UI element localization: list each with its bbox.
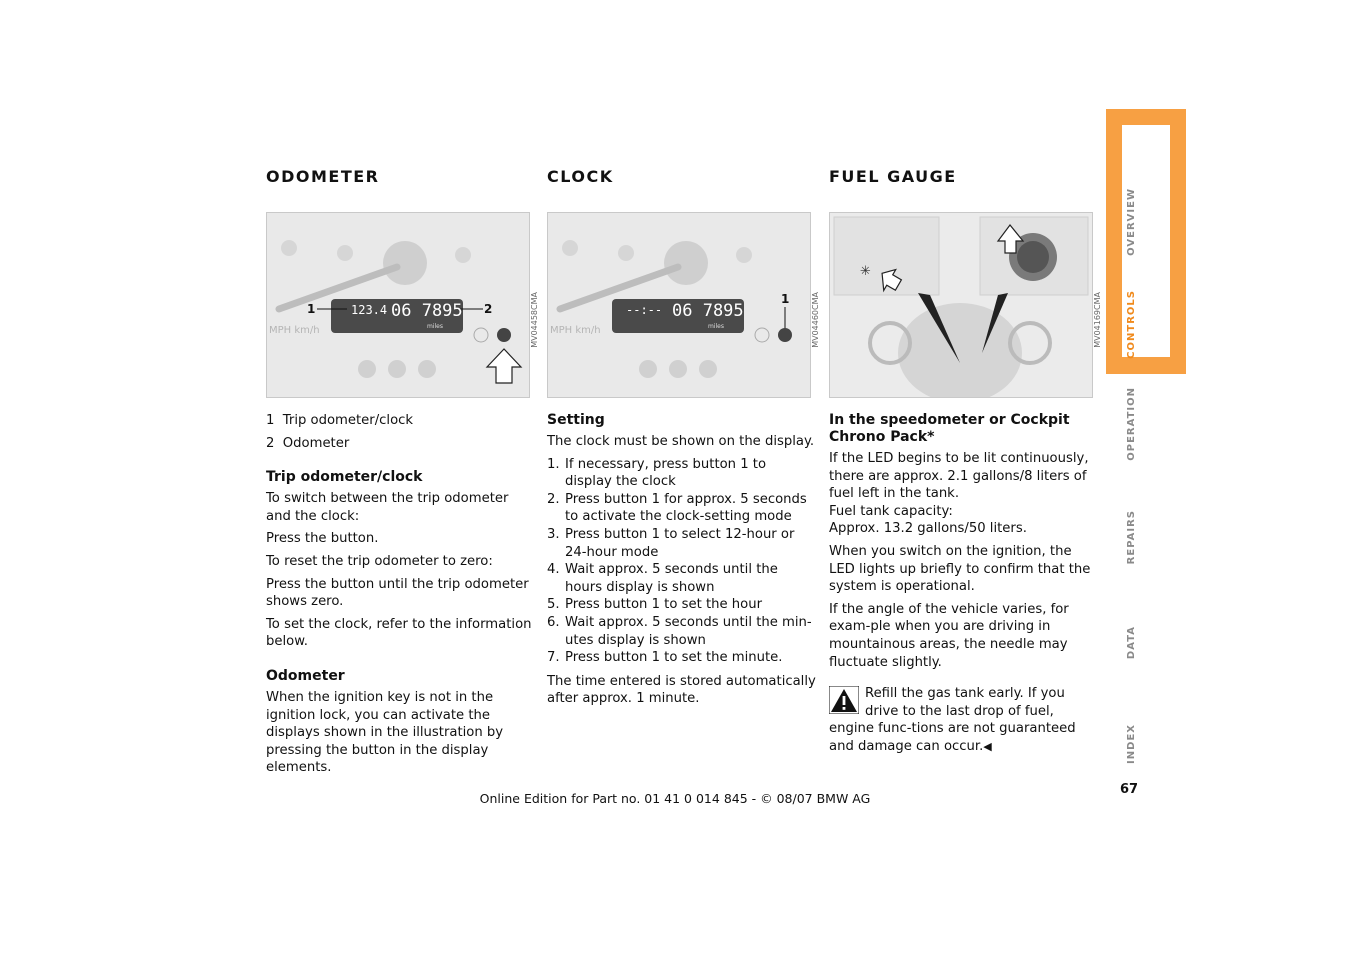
paragraph: Press the button.: [266, 531, 379, 547]
warning-icon: [829, 686, 859, 714]
tab-controls[interactable]: CONTROLS: [1126, 290, 1137, 359]
list-item: 2. Press button 1 for approx. 5 seconds to activate the clock-setting mode: [547, 491, 807, 525]
clock-heading: CLOCK: [547, 167, 614, 186]
list-item: 1. If necessary, press button 1 to display the clock: [547, 456, 767, 490]
fuel-gauge-text: [829, 412, 1099, 756]
page-number: 67: [1120, 782, 1139, 797]
paragraph: The time entered is stored automatically after approx. 1 minute.: [547, 673, 816, 707]
fuel-gauge-heading: FUEL GAUGE: [829, 167, 957, 186]
list-item: 7. Press button 1 to set the minute.: [547, 650, 783, 666]
paragraph: The clock must be shown on the display.: [547, 434, 815, 449]
figure-code: MV04460CMA: [811, 292, 820, 348]
list-item: 3. Press button 1 to select 12-hour or 24-hour mode: [547, 526, 795, 560]
clock-section: [547, 166, 820, 707]
odometer-readout: 06 7895: [672, 301, 744, 321]
odometer-readout: 06 7895: [391, 301, 463, 321]
odometer-heading: ODOMETER: [266, 167, 380, 186]
setting-heading: Setting: [547, 412, 605, 428]
paragraph: If the angle of the vehicle varies, for exam-ple when you are driving in mountainous areas, the needle may fluctuate slightly.: [829, 601, 1069, 670]
clock-illustration: [547, 212, 811, 398]
tab-index[interactable]: INDEX: [1126, 724, 1137, 764]
list-item: 6. Wait approx. 5 seconds until the min-utes display is shown: [547, 614, 812, 648]
fuel-gauge-illustration: [829, 212, 1093, 398]
paragraph: To reset the trip odometer to zero:: [266, 553, 493, 569]
tab-overview[interactable]: OVERVIEW: [1126, 188, 1137, 256]
paragraph: Approx. 13.2 gallons/50 liters.: [829, 521, 1027, 537]
callout-1: 1: [781, 292, 790, 306]
speed-units: MPH km/h: [269, 325, 320, 336]
trip-readout: 123.4: [351, 303, 388, 317]
paragraph: When the ignition key is not in the ignition lock, you can activate the displays shown in the illustration by pressing the button in the display elements.: [266, 689, 504, 776]
end-mark-icon: ◀: [983, 739, 992, 753]
footer: Online Edition for Part no. 01 41 0 014 845 - © 08/07 BMW AG: [479, 791, 871, 806]
trip-odometer-heading: Trip odometer/clock: [266, 469, 423, 486]
paragraph: To set the clock, refer to the information below.: [266, 616, 532, 650]
speedometer-heading: In the speedometer or Cockpit Chrono Pack*: [829, 412, 1070, 445]
svg-text:✳: ✳: [860, 264, 871, 279]
fuel-gauge-section: [829, 166, 1102, 754]
clock-readout: --:--: [626, 303, 663, 317]
legend-item: 1 Trip odometer/clock: [266, 413, 414, 428]
odometer-section: [266, 166, 539, 776]
tab-data[interactable]: DATA: [1126, 626, 1137, 660]
odometer-illustration: [266, 212, 530, 398]
clock-text: [547, 412, 817, 713]
list-item: 5. Press button 1 to set the hour: [547, 597, 762, 613]
warning-note: [829, 685, 1099, 755]
setting-steps: [547, 456, 817, 667]
callout-2: 2: [484, 302, 493, 316]
tab-operation[interactable]: OPERATION: [1126, 387, 1137, 461]
paragraph: To switch between the trip odometer and the clock:: [266, 491, 509, 524]
warning-text: Refill the gas tank early. If you drive to the last drop of fuel, engine func-tions are not guaranteed and damage can occur.: [829, 686, 1076, 754]
legend-item: 2 Odometer: [266, 435, 350, 451]
paragraph: Fuel tank capacity:: [829, 503, 953, 519]
paragraph: When you switch on the ignition, the LED lights up briefly to confirm that the system is operational.: [829, 543, 1091, 595]
speed-units: MPH km/h: [550, 325, 601, 336]
figure-code: MV04169CMA: [1093, 292, 1102, 348]
odometer-subheading: Odometer: [266, 667, 345, 684]
tab-repairs[interactable]: REPAIRS: [1126, 510, 1137, 565]
callout-1: 1: [307, 302, 316, 316]
paragraph: Press the button until the trip odometer shows zero.: [266, 576, 529, 610]
unit-readout: miles: [427, 323, 443, 330]
list-item: 4. Wait approx. 5 seconds until the hours display is shown: [547, 562, 778, 595]
odometer-text: [266, 412, 536, 782]
figure-code: MV04458CMA: [530, 292, 539, 348]
unit-readout: miles: [708, 323, 724, 330]
paragraph: If the LED begins to be lit continuously, there are approx. 2.1 gallons/8 liters of fuel left in the tank.: [829, 451, 1089, 502]
